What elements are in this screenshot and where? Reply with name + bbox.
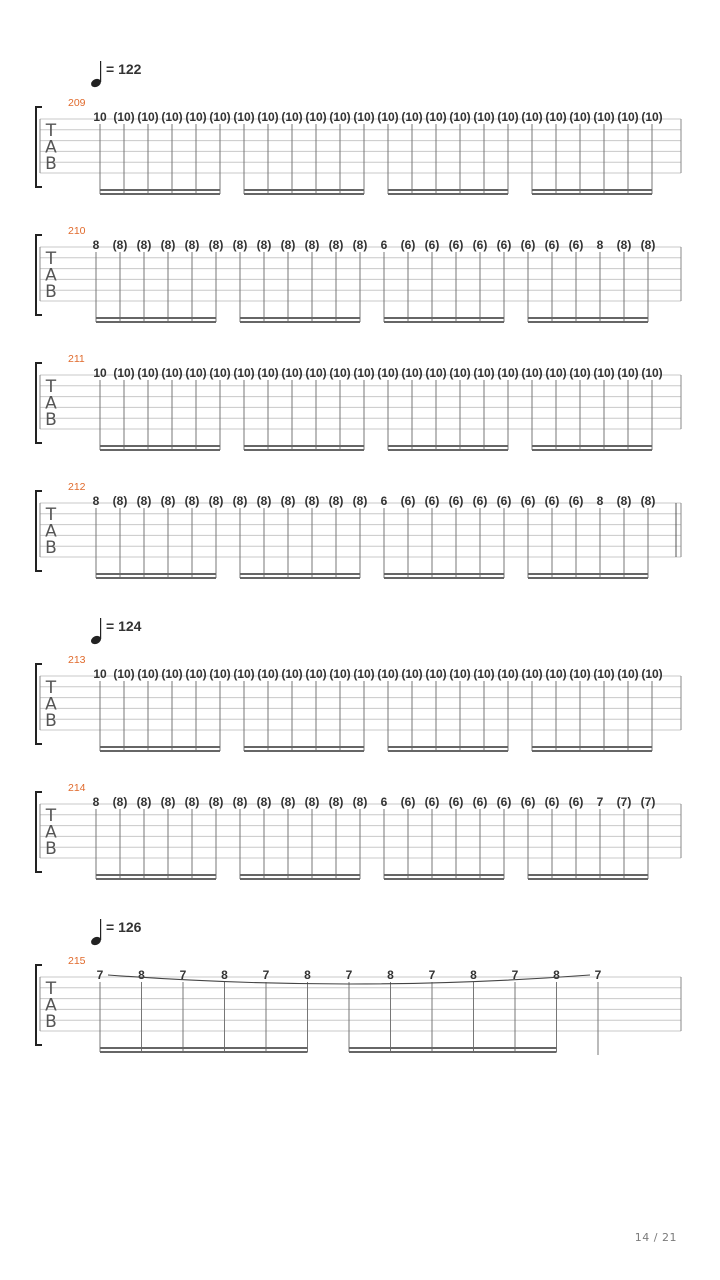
beam-primary [388, 445, 508, 447]
tab-clef-letter: A [45, 265, 57, 286]
fret-number: (10) [233, 110, 255, 124]
fret-number: (10) [521, 110, 543, 124]
fret-number: (8) [112, 238, 128, 252]
fret-number: (8) [208, 238, 224, 252]
fret-number: (8) [232, 238, 248, 252]
tab-clef-letter: A [45, 694, 57, 715]
fret-number: (8) [328, 795, 344, 809]
fret-number: (8) [256, 494, 272, 508]
beam-secondary [528, 577, 648, 579]
fret-number: (10) [257, 667, 279, 681]
fret-number: 7 [96, 968, 104, 982]
fret-number: (6) [472, 795, 488, 809]
fret-number: (10) [569, 667, 591, 681]
fret-number: (8) [256, 795, 272, 809]
beam-secondary [100, 1051, 308, 1053]
fret-number: (8) [208, 795, 224, 809]
fret-number: (7) [640, 795, 656, 809]
fret-number: (8) [304, 795, 320, 809]
beam-secondary [528, 321, 648, 323]
beam-primary [244, 746, 364, 748]
fret-number: (10) [257, 110, 279, 124]
fret-number: (8) [640, 494, 656, 508]
fret-number: (10) [377, 110, 399, 124]
fret-number: (7) [616, 795, 632, 809]
fret-number: (10) [113, 667, 135, 681]
fret-number: (10) [473, 110, 495, 124]
fret-number: 7 [345, 968, 353, 982]
fret-number: (8) [232, 795, 248, 809]
fret-number: (10) [305, 667, 327, 681]
tempo-marking: = 126 [106, 919, 142, 935]
tab-clef-letter: B [45, 154, 57, 174]
beam-secondary [349, 1051, 557, 1053]
fret-number: (10) [569, 110, 591, 124]
fret-number: (8) [160, 494, 176, 508]
beam-primary [100, 189, 220, 191]
beam-secondary [240, 321, 360, 323]
beam-primary [96, 874, 216, 876]
beam-secondary [244, 750, 364, 752]
beam-primary [532, 746, 652, 748]
fret-number: (8) [328, 494, 344, 508]
fret-number: (6) [424, 238, 440, 252]
tab-system [36, 353, 681, 451]
fret-number: (10) [425, 366, 447, 380]
fret-number: (10) [641, 366, 663, 380]
tab-system [36, 782, 681, 880]
fret-number: 8 [138, 968, 145, 982]
tab-system [36, 481, 681, 579]
beam-primary [528, 874, 648, 876]
fret-number: (10) [161, 110, 183, 124]
fret-number: (10) [161, 366, 183, 380]
fret-number: (8) [280, 795, 296, 809]
fret-number: (10) [545, 366, 567, 380]
tab-clef-letter: B [45, 538, 57, 558]
beam-secondary [384, 878, 504, 880]
fret-number: (10) [449, 366, 471, 380]
fret-number: (10) [233, 667, 255, 681]
fret-number: (6) [448, 795, 464, 809]
fret-number: 8 [221, 968, 228, 982]
tab-clef-letter: T [45, 121, 57, 141]
fret-number: (8) [232, 494, 248, 508]
beam-secondary [532, 193, 652, 195]
fret-number: (6) [520, 238, 536, 252]
tab-system [36, 618, 681, 752]
fret-number: (8) [184, 238, 200, 252]
tab-clef-letter: B [45, 711, 57, 731]
fret-number: (8) [352, 238, 368, 252]
tab-clef-letter: A [45, 393, 57, 414]
fret-number: (6) [544, 494, 560, 508]
fret-number: (6) [448, 238, 464, 252]
fret-number: (10) [593, 366, 615, 380]
tab-clef-letter: T [45, 806, 57, 826]
fret-number: (10) [185, 667, 207, 681]
fret-number: (10) [377, 366, 399, 380]
tab-clef-letter: B [45, 410, 57, 430]
fret-number: (10) [305, 366, 327, 380]
fret-number: (10) [401, 110, 423, 124]
fret-number: (10) [329, 667, 351, 681]
beam-secondary [244, 193, 364, 195]
fret-number: 10 [93, 110, 107, 124]
fret-number: (10) [473, 366, 495, 380]
fret-number: (10) [281, 366, 303, 380]
beam-secondary [528, 878, 648, 880]
tab-clef-letter: T [45, 505, 57, 525]
beam-secondary [532, 449, 652, 451]
fret-number: (6) [544, 795, 560, 809]
fret-number: (6) [472, 238, 488, 252]
fret-number: (10) [185, 110, 207, 124]
fret-number: (8) [352, 494, 368, 508]
beam-primary [532, 189, 652, 191]
beam-secondary [384, 577, 504, 579]
fret-number: (8) [112, 494, 128, 508]
beam-primary [240, 573, 360, 575]
fret-number: (10) [353, 110, 375, 124]
beam-secondary [100, 750, 220, 752]
fret-number: (8) [304, 494, 320, 508]
tab-clef-letter: T [45, 979, 57, 999]
measure-number: 211 [68, 353, 85, 365]
fret-number: (10) [545, 110, 567, 124]
fret-number: (10) [353, 667, 375, 681]
fret-number: (10) [113, 110, 135, 124]
fret-number: (10) [137, 366, 159, 380]
beam-secondary [96, 321, 216, 323]
fret-number: (8) [280, 494, 296, 508]
fret-number: 7 [594, 968, 602, 982]
fret-number: (6) [568, 494, 584, 508]
beam-secondary [100, 449, 220, 451]
fret-number: (10) [521, 366, 543, 380]
tab-clef-letter: A [45, 137, 57, 158]
beam-secondary [100, 193, 220, 195]
fret-number: (6) [496, 238, 512, 252]
fret-number: (8) [160, 238, 176, 252]
page-number: 14 / 21 [634, 1231, 677, 1244]
tab-clef-letter: B [45, 839, 57, 859]
fret-number: (10) [545, 667, 567, 681]
fret-number: (8) [256, 238, 272, 252]
fret-number: (10) [353, 366, 375, 380]
fret-number: (8) [208, 494, 224, 508]
beam-secondary [388, 193, 508, 195]
fret-number: 6 [380, 238, 388, 252]
fret-number: (6) [496, 795, 512, 809]
fret-number: (10) [137, 110, 159, 124]
beam-primary [528, 573, 648, 575]
tab-clef-letter: T [45, 377, 57, 397]
fret-number: (10) [305, 110, 327, 124]
beam-secondary [244, 449, 364, 451]
fret-number: 8 [596, 494, 604, 508]
fret-number: (10) [449, 667, 471, 681]
fret-number: (6) [448, 494, 464, 508]
tempo-marking: = 124 [106, 618, 142, 634]
beam-primary [388, 746, 508, 748]
fret-number: 7 [511, 968, 519, 982]
fret-number: (10) [377, 667, 399, 681]
beam-primary [96, 317, 216, 319]
beam-primary [532, 445, 652, 447]
fret-number: (10) [497, 366, 519, 380]
fret-number: (6) [568, 238, 584, 252]
fret-number: (10) [281, 667, 303, 681]
fret-number: (10) [641, 110, 663, 124]
fret-number: (10) [617, 667, 639, 681]
measure-number: 213 [68, 654, 86, 666]
fret-number: (6) [544, 238, 560, 252]
fret-number: 8 [92, 494, 100, 508]
measure-number: 210 [68, 225, 86, 237]
measure-number: 209 [68, 97, 86, 109]
fret-number: (6) [472, 494, 488, 508]
beam-secondary [384, 321, 504, 323]
fret-number: 8 [92, 795, 100, 809]
fret-number: (10) [593, 667, 615, 681]
tempo-marking: = 122 [106, 61, 142, 77]
fret-number: (10) [617, 366, 639, 380]
fret-number: 10 [93, 667, 107, 681]
fret-number: (8) [136, 494, 152, 508]
fret-number: (6) [424, 494, 440, 508]
tab-clef-letter: B [45, 282, 57, 302]
fret-number: (10) [617, 110, 639, 124]
fret-number: 8 [596, 238, 604, 252]
fret-number: 8 [470, 968, 477, 982]
tab-clef-letter: A [45, 822, 57, 843]
fret-number: (8) [280, 238, 296, 252]
beam-secondary [240, 577, 360, 579]
fret-number: (10) [257, 366, 279, 380]
beam-secondary [240, 878, 360, 880]
beam-secondary [388, 449, 508, 451]
fret-number: (6) [400, 494, 416, 508]
fret-number: (10) [401, 667, 423, 681]
tab-clef-letter: A [45, 995, 57, 1016]
fret-number: (8) [136, 238, 152, 252]
beam-primary [384, 874, 504, 876]
fret-number: (10) [425, 110, 447, 124]
fret-number: 7 [428, 968, 436, 982]
tab-clef-letter: T [45, 249, 57, 269]
fret-number: (8) [328, 238, 344, 252]
fret-number: (10) [209, 110, 231, 124]
fret-number: (10) [521, 667, 543, 681]
fret-number: 6 [380, 494, 388, 508]
fret-number: (6) [424, 795, 440, 809]
fret-number: (8) [136, 795, 152, 809]
fret-number: 8 [92, 238, 100, 252]
beam-secondary [532, 750, 652, 752]
fret-number: (8) [352, 795, 368, 809]
tab-system [36, 225, 681, 323]
fret-number: (10) [641, 667, 663, 681]
fret-number: 8 [553, 968, 560, 982]
tab-system [36, 919, 681, 1055]
beam-primary [528, 317, 648, 319]
tab-clef-letter: T [45, 678, 57, 698]
fret-number: 7 [179, 968, 187, 982]
fret-number: (10) [137, 667, 159, 681]
fret-number: 8 [304, 968, 311, 982]
fret-number: (10) [401, 366, 423, 380]
beam-secondary [388, 750, 508, 752]
fret-number: (10) [209, 667, 231, 681]
beam-primary [100, 746, 220, 748]
beam-primary [244, 445, 364, 447]
tab-clef-letter: B [45, 1012, 57, 1032]
fret-number: (10) [473, 667, 495, 681]
fret-number: (10) [209, 366, 231, 380]
beam-primary [349, 1047, 557, 1049]
fret-number: (10) [233, 366, 255, 380]
fret-number: (8) [184, 494, 200, 508]
fret-number: (10) [497, 110, 519, 124]
beam-primary [388, 189, 508, 191]
fret-number: (8) [616, 238, 632, 252]
beam-primary [244, 189, 364, 191]
beam-secondary [96, 577, 216, 579]
fret-number: (10) [329, 366, 351, 380]
fret-number: 8 [387, 968, 394, 982]
fret-number: (10) [449, 110, 471, 124]
fret-number: (10) [161, 667, 183, 681]
measure-number: 214 [68, 782, 86, 794]
fret-number: (10) [329, 110, 351, 124]
fret-number: (10) [569, 366, 591, 380]
fret-number: (8) [160, 795, 176, 809]
fret-number: (10) [185, 366, 207, 380]
beam-primary [384, 573, 504, 575]
beam-primary [100, 445, 220, 447]
fret-number: (10) [497, 667, 519, 681]
fret-number: (6) [568, 795, 584, 809]
beam-primary [384, 317, 504, 319]
beam-primary [240, 317, 360, 319]
beam-primary [240, 874, 360, 876]
fret-number: (10) [593, 110, 615, 124]
fret-number: (8) [304, 238, 320, 252]
fret-number: 6 [380, 795, 388, 809]
measure-number: 212 [68, 481, 86, 493]
fret-number: (8) [640, 238, 656, 252]
fret-number: (6) [520, 494, 536, 508]
fret-number: (6) [400, 238, 416, 252]
tab-system [36, 61, 681, 195]
fret-number: (10) [425, 667, 447, 681]
beam-primary [100, 1047, 308, 1049]
fret-number: 10 [93, 366, 107, 380]
fret-number: (8) [112, 795, 128, 809]
fret-number: (8) [616, 494, 632, 508]
fret-number: (10) [113, 366, 135, 380]
fret-number: (10) [281, 110, 303, 124]
fret-number: (8) [184, 795, 200, 809]
measure-number: 215 [68, 955, 86, 967]
fret-number: 7 [262, 968, 270, 982]
fret-number: (6) [496, 494, 512, 508]
beam-secondary [96, 878, 216, 880]
fret-number: (6) [400, 795, 416, 809]
fret-number: 7 [596, 795, 604, 809]
tab-clef-letter: A [45, 521, 57, 542]
beam-primary [96, 573, 216, 575]
fret-number: (6) [520, 795, 536, 809]
